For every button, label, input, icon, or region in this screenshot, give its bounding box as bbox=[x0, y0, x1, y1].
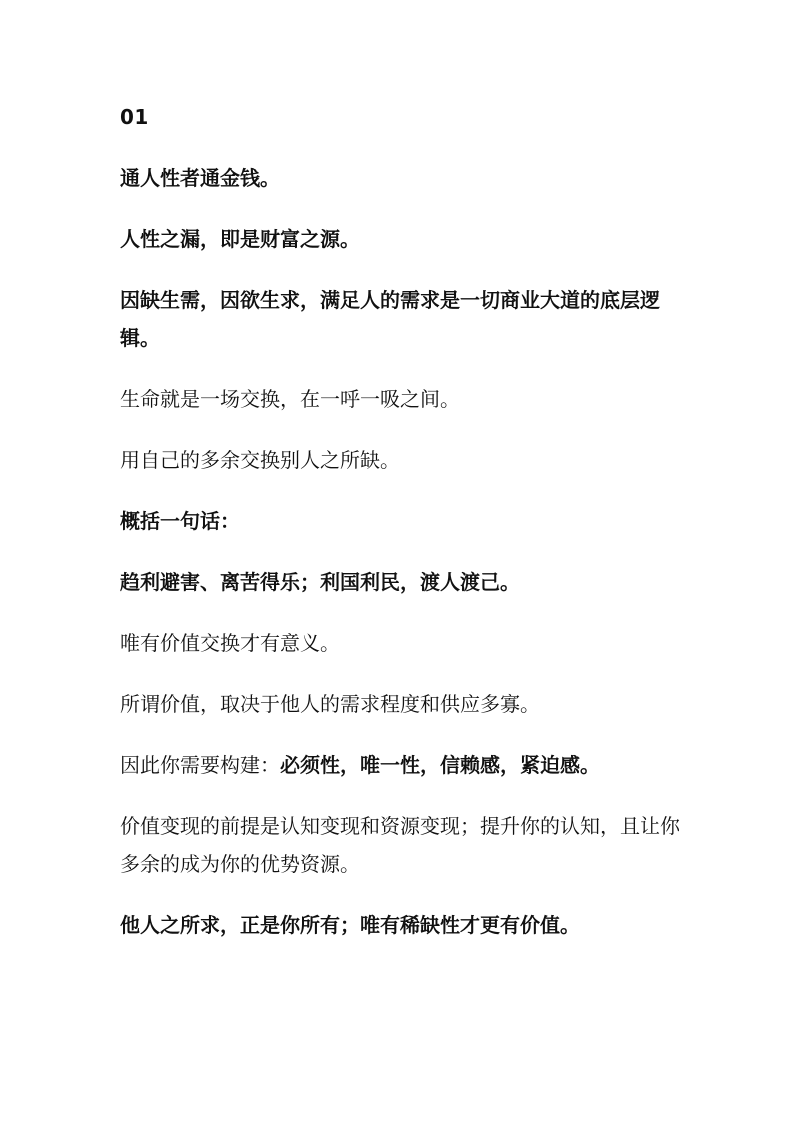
paragraph-8: 唯有价值交换才有意义。 bbox=[120, 631, 340, 655]
article-body bbox=[120, 98, 680, 967]
paragraph-6: 概括一句话： bbox=[120, 509, 240, 533]
build-prefix: 因此你需要构建： bbox=[120, 753, 280, 777]
paragraph-9: 所谓价值，取决于他人的需求程度和供应多寡。 bbox=[120, 692, 540, 716]
build-emphasis: 必须性，唯一性，信赖感，紧迫感。 bbox=[280, 753, 600, 777]
paragraph-11: 价值变现的前提是认知变现和资源变现；提升你的认知，且让你多余的成为你的优势资源。 bbox=[120, 814, 680, 876]
paragraph-4: 生命就是一场交换，在一呼一吸之间。 bbox=[120, 387, 460, 411]
paragraph-12: 他人之所求，正是你所有；唯有稀缺性才更有价值。 bbox=[120, 913, 580, 937]
paragraph-2: 人性之漏，即是财富之源。 bbox=[120, 227, 360, 251]
paragraph-10 bbox=[120, 746, 680, 784]
paragraph-3: 因缺生需，因欲生求，满足人的需求是一切商业大道的底层逻辑。 bbox=[120, 288, 660, 350]
paragraph-5: 用自己的多余交换别人之所缺。 bbox=[120, 448, 400, 472]
paragraph-7: 趋利避害、离苦得乐；利国利民，渡人渡己。 bbox=[120, 570, 520, 594]
paragraph-1: 通人性者通金钱。 bbox=[120, 166, 280, 190]
section-number: 01 bbox=[120, 105, 149, 129]
